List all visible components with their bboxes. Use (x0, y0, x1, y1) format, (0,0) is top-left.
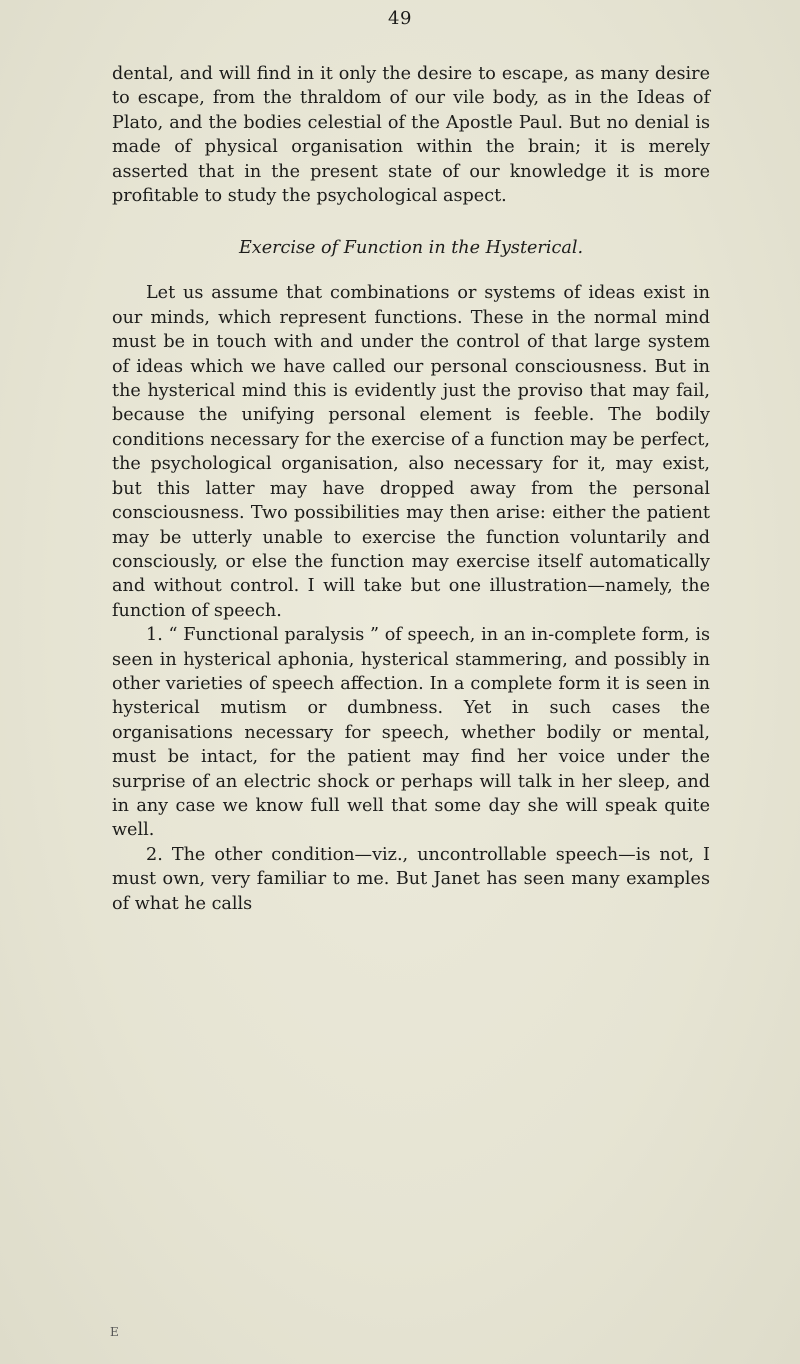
signature-mark: E (110, 1325, 119, 1339)
paragraph-continuation: dental, and will find in it only the desire to escape, as many desire to escape, from the thraldom of our vile body, as in the Ideas of Plato, and the bodies celestial of the Apostle Paul. But no denial is made of physical organisation within the brain; it is merely asserted that in the present state of our knowledge it is more profitable to study the psychological aspect. (112, 64, 710, 207)
paragraph-exercise-of-function: Let us assume that combinations or systems of ideas exist in our minds, which represent functions. These in the normal mind must be in touch with and under the control of that large system of ideas which we have called our personal consciousness. But in the hysterical mind this is evidently just the proviso that may fail, because the unifying personal element is feeble. The bodily conditions necessary for the exercise of a function may be perfect, the psychological organisation, also necessary for it, may exist, but this latter may have dropped away from the personal consciousness. Two possibilities may then arise: either the patient may be utterly unable to exercise the function voluntarily and consciously, or else the function may exercise itself automatically and without control. I will take but one illustration—namely, the function of speech. (112, 283, 710, 621)
paragraph-uncontrollable-speech: 2. The other condition—viz., uncontrollable speech—is not, I must own, very familiar to me. But Janet has seen many examples of what he calls (112, 844, 710, 914)
paragraph-functional-paralysis: 1. “ Functional paralysis ” of speech, in an in-complete form, is seen in hysterical aphonia, hysterical stammering, and possibly in other varieties of speech affection. In a complete form it is seen in hysterical mutism or dumbness. Yet in such cases the organisations necessary for speech, whether bodily or mental, must be intact, for the patient may find her voice under the surprise of an electric shock or perhaps will talk in her sleep, and in any case we know full well that some day she will speak quite well. (112, 625, 710, 841)
section-heading: Exercise of Function in the Hysterical. (238, 238, 584, 259)
page-number: 49 (388, 8, 412, 29)
page-body (112, 62, 710, 916)
